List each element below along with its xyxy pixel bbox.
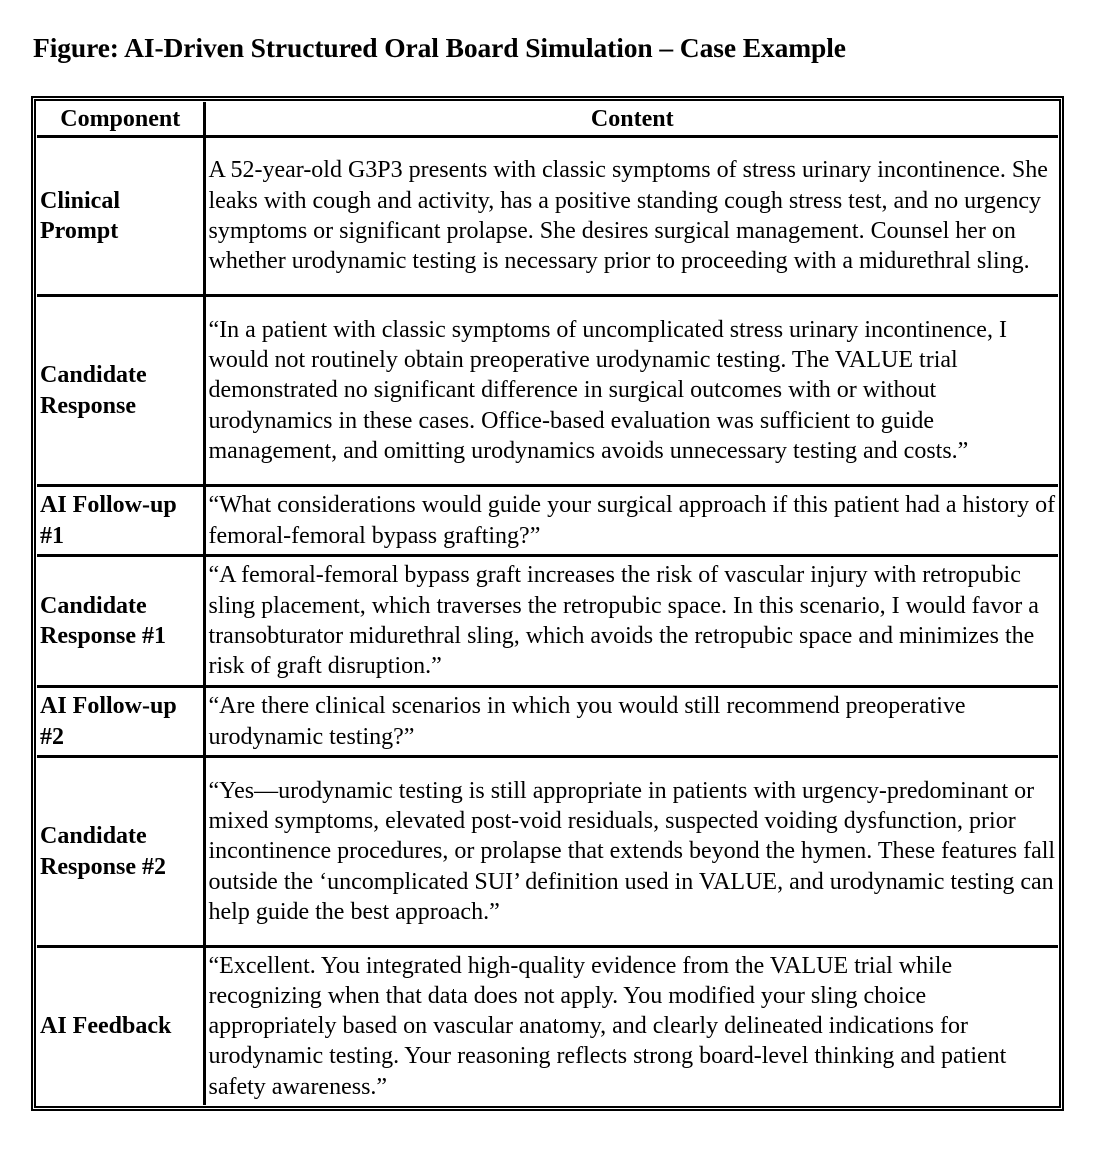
component-label: AI Follow-up #1 <box>40 492 177 549</box>
content-cell: “In a patient with classic symptoms of uncomplicated stress urinary incontinence, I would not routinely obtain preoperative urodynamic testing. The VALUE trial demonstrated no significant difference in surgical outcomes with or without urodynamics in these cases. Office-based evaluation was sufficient to guide management, and omitting urodynamics avoids unnecessary testing and costs.” <box>204 296 1058 486</box>
case-example-table <box>37 102 1058 1105</box>
column-header-component: Component <box>37 102 204 137</box>
table-row-ai-follow-up-2 <box>37 687 1058 757</box>
component-cell <box>37 296 204 486</box>
content-cell: “A femoral-femoral bypass graft increases the risk of vascular injury with retropubic sling placement, which traverses the retropubic space. In this scenario, I would favor a transobturator midurethral sling, which avoids the retropubic space and minimizes the risk of graft disruption.” <box>204 556 1058 687</box>
case-example-table-frame <box>31 96 1064 1111</box>
component-cell <box>37 137 204 296</box>
component-cell <box>37 687 204 757</box>
table-row-candidate-response-2 <box>37 757 1058 947</box>
table-row-clinical-prompt <box>37 137 1058 296</box>
component-label: Candidate Response <box>40 362 147 419</box>
figure-title: Figure: AI-Driven Structured Oral Board Simulation – Case Example <box>33 32 846 63</box>
content-cell: A 52-year-old G3P3 presents with classic symptoms of stress urinary incontinence. She leaks with cough and activity, has a positive standing cough stress test, and no urgency symptoms or significant prolapse. She desires surgical management. Counsel her on whether urodynamic testing is necessary prior to proceeding with a midurethral sling. <box>204 137 1058 296</box>
content-cell: “Excellent. You integrated high-quality evidence from the VALUE trial while recognizing when that data does not apply. You modified your sling choice appropriately based on vascular anatomy, and clearly delineated indications for urodynamic testing. Your reasoning reflects strong board-level thinking and patient safety awareness.” <box>204 947 1058 1105</box>
table-row-ai-follow-up-1 <box>37 486 1058 556</box>
component-label: Clinical Prompt <box>40 187 121 244</box>
table-row-ai-feedback <box>37 947 1058 1105</box>
column-header-content: Content <box>204 102 1058 137</box>
component-label: Candidate Response #1 <box>40 592 167 649</box>
component-cell <box>37 556 204 687</box>
table-header-row <box>37 102 1058 137</box>
table-row-candidate-response-1 <box>37 556 1058 687</box>
table-row-candidate-response <box>37 296 1058 486</box>
content-cell: “Yes—urodynamic testing is still appropriate in patients with urgency-predominant or mixed symptoms, elevated post-void residuals, suspected voiding dysfunction, prior incontinence procedures, or prolapse that extends beyond the hymen. These features fall outside the ‘uncomplicated SUI’ definition used in VALUE, and urodynamic testing can help guide the best approach.” <box>204 757 1058 947</box>
content-cell: “Are there clinical scenarios in which you would still recommend preoperative urodynamic testing?” <box>204 687 1058 757</box>
component-label: Candidate Response #2 <box>40 823 167 880</box>
content-cell: “What considerations would guide your surgical approach if this patient had a history of femoral-femoral bypass grafting?” <box>204 486 1058 556</box>
component-cell <box>37 486 204 556</box>
component-label: AI Feedback <box>40 1013 172 1040</box>
component-cell <box>37 757 204 947</box>
component-cell <box>37 947 204 1105</box>
component-label: AI Follow-up #2 <box>40 693 177 750</box>
